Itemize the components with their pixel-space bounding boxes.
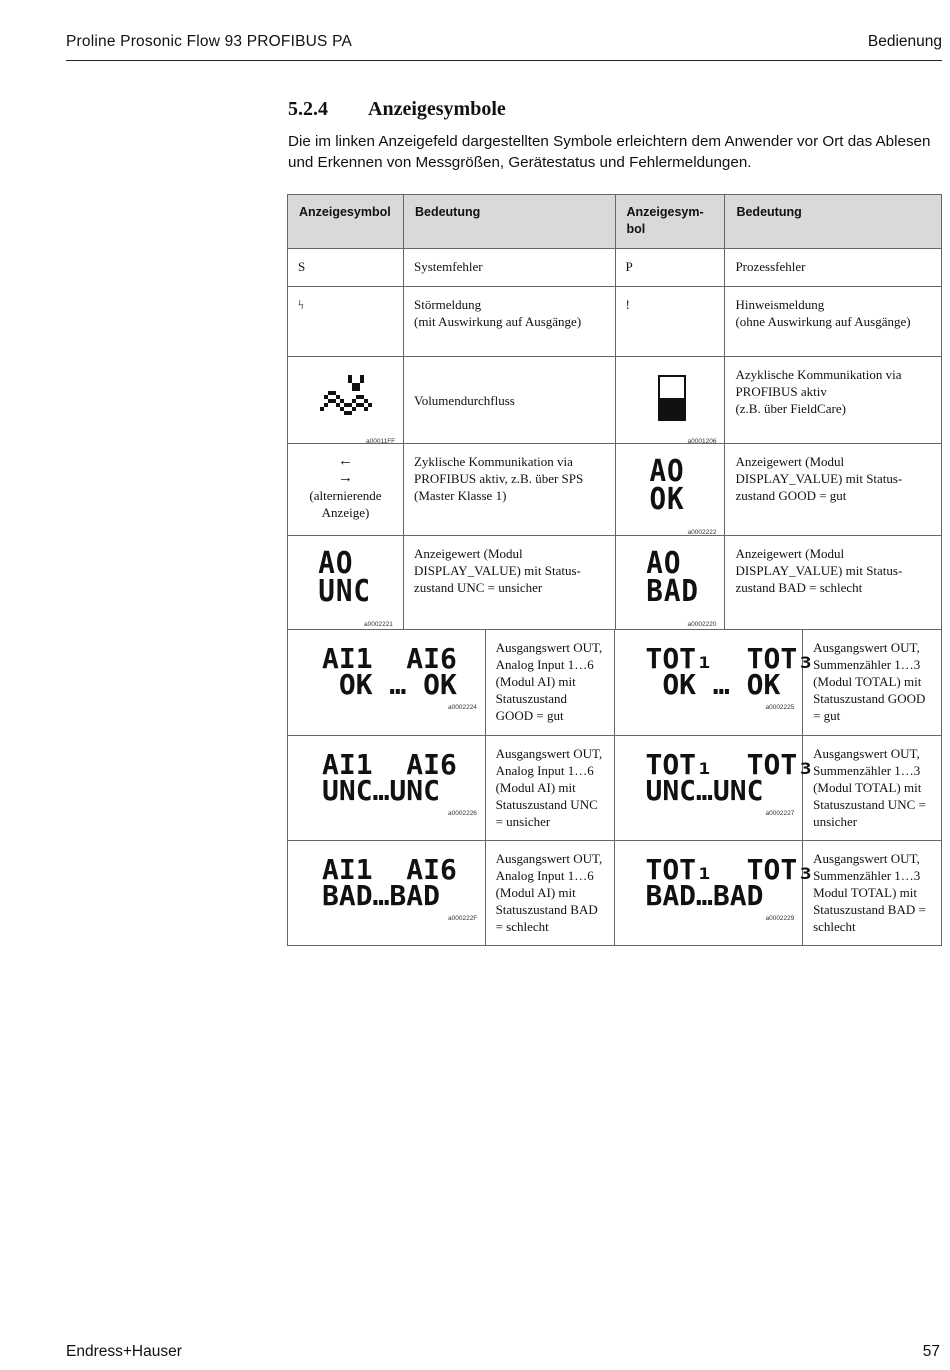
meaning-cell: Ausgangswert OUT, Analog Input 1…6 (Modul AI) mit Statuszustand GOOD = gut <box>485 630 615 736</box>
meaning-cell: Anzeigewert (Modul DISPLAY_VALUE) mit Status-zustand UNC = unsicher <box>403 536 615 630</box>
symbol-cell <box>288 444 404 536</box>
meaning-cell: Prozessfehler <box>725 249 942 287</box>
section-title: Anzeigesymbole <box>368 98 506 120</box>
lcd-line: AI1 AI6 <box>322 642 457 675</box>
lcd-line: UNC…UNC <box>645 774 764 807</box>
figure-ref: a00011FF <box>366 438 396 445</box>
meaning-cell: Ausgangswert OUT, Summenzähler 1…3 (Modul TOTAL) mit Statuszustand GOOD = gut <box>803 630 942 736</box>
lcd-line: AI1 AI6 <box>322 748 457 781</box>
figure-ref: a0002224 <box>448 704 477 711</box>
lcd-line: TOT₁ TOT₃ <box>645 748 815 781</box>
alternating-arrows-icon: ← → <box>337 453 353 486</box>
table-row <box>288 287 942 357</box>
lcd-display <box>322 853 457 912</box>
meaning-cell: Ausgangswert OUT, Analog Input 1…6 (Modul AI) mit Statuszustand BAD = schlecht <box>485 841 615 946</box>
symbol-table-wide <box>287 629 942 946</box>
meaning-cell: Ausgangswert OUT, Analog Input 1…6 (Modul AI) mit Statuszustand UNC = unsicher <box>485 736 615 841</box>
lcd-display <box>645 642 815 701</box>
lcd-display <box>645 748 815 807</box>
symbol-cell <box>288 630 486 736</box>
lcd-line: TOT₁ TOT₃ <box>645 642 815 675</box>
meaning-cell: Zyklische Kommunikation via PROFIBUS aktiv, z.B. über SPS (Master Klasse 1) <box>403 444 615 536</box>
lcd-line: OK <box>649 482 685 517</box>
table-row <box>288 357 942 444</box>
meaning-cell: Hinweismeldung (ohne Auswirkung auf Ausgänge) <box>725 287 942 357</box>
table-header-row <box>288 195 942 249</box>
header-divider <box>66 60 942 61</box>
intro-paragraph: Die im linken Anzeigefeld dargestellten Symbole erleichtern dem Anwender vor Ort das Ablesen und Erkennen von Messgrößen, Gerätestatus und Fehlermeldungen. <box>288 133 931 171</box>
header-title: Proline Prosonic Flow 93 PROFIBUS PA <box>66 33 353 50</box>
meaning-cell: Ausgangswert OUT, Summenzähler 1…3 (Modul TOTAL) mit Statuszustand UNC = unsicher <box>803 736 942 841</box>
meaning-cell: Volumendurchfluss <box>403 357 615 444</box>
meaning-cell: Anzeigewert (Modul DISPLAY_VALUE) mit Status-zustand BAD = schlecht <box>725 536 942 630</box>
lcd-line: AO <box>645 546 681 581</box>
symbol-cell <box>288 841 486 946</box>
symbol-cell <box>615 444 725 536</box>
meaning-cell: Ausgangswert OUT, Summenzähler 1…3 Modul TOTAL) mit Statuszustand BAD = schlecht <box>803 841 942 946</box>
figure-ref: a0002226 <box>448 810 477 817</box>
figure-ref: a0002229 <box>765 915 795 922</box>
lcd-display <box>322 748 457 807</box>
symbol-cell <box>615 536 725 630</box>
symbol-cell <box>288 536 404 630</box>
lcd-line: UNC…UNC <box>322 774 441 807</box>
symbol-cell <box>615 630 815 736</box>
figure-ref: a0002220 <box>687 621 717 628</box>
table-header-cell: Anzeigesymbol <box>288 195 404 249</box>
footer-brand: Endress+Hauser <box>66 1343 182 1360</box>
symbol-cell: S <box>288 249 404 287</box>
figure-ref: a0002225 <box>765 704 795 711</box>
lcd-line: UNC <box>318 574 371 609</box>
lcd-line: OK … OK <box>322 668 457 701</box>
lcd-line: BAD…BAD <box>645 879 764 912</box>
lcd-line: OK … OK <box>645 668 781 701</box>
symbol-note: (alternierende Anzeige) <box>309 488 382 520</box>
table-row <box>288 444 942 536</box>
lcd-display <box>648 454 686 517</box>
symbol-cell: ! <box>615 287 725 357</box>
figure-ref: a000222F <box>448 915 478 922</box>
table-row <box>288 630 942 736</box>
volume-flow-icon <box>320 375 376 421</box>
symbol-cell <box>615 357 725 444</box>
figure-ref: a0002227 <box>765 810 795 817</box>
figure-ref: a0002221 <box>364 621 393 628</box>
section-number: 5.2.4 <box>288 98 328 120</box>
table-header-cell: Bedeutung <box>725 195 942 249</box>
table-row <box>288 536 942 630</box>
lcd-line: BAD…BAD <box>322 879 441 912</box>
acyclic-communication-icon <box>658 375 686 421</box>
meaning-cell: Azyklische Kommunikation via PROFIBUS aktiv (z.B. über FieldCare) <box>725 357 942 444</box>
lcd-display <box>644 546 701 609</box>
lcd-display <box>322 642 457 701</box>
lcd-line: AI1 AI6 <box>322 853 457 886</box>
header-section: Bedienung <box>867 33 942 50</box>
lcd-line: AO <box>318 546 354 581</box>
lcd-line: AO <box>649 454 685 489</box>
symbol-cell <box>615 841 815 946</box>
table-row <box>288 736 942 841</box>
lcd-line: BAD <box>645 574 699 609</box>
meaning-cell: Systemfehler <box>403 249 615 287</box>
symbol-cell <box>288 736 486 841</box>
meaning-cell: Störmeldung (mit Auswirkung auf Ausgänge) <box>403 287 615 357</box>
lcd-display <box>645 853 815 912</box>
table-row <box>288 249 942 287</box>
figure-ref: a0001206 <box>687 438 717 445</box>
symbol-cell: P <box>615 249 725 287</box>
lcd-line: TOT₁ TOT₃ <box>645 853 815 886</box>
table-header-cell: Anzeigesym- bol <box>615 195 725 249</box>
table-row <box>288 841 942 946</box>
table-header-cell: Bedeutung <box>403 195 615 249</box>
symbol-table <box>287 194 942 630</box>
symbol-cell: ϟ <box>288 287 404 357</box>
figure-ref: a0002222 <box>687 529 717 536</box>
symbol-cell <box>615 736 815 841</box>
page-number: 57 <box>922 1343 940 1360</box>
symbol-cell <box>288 357 404 444</box>
lcd-display <box>316 546 373 609</box>
meaning-cell: Anzeigewert (Modul DISPLAY_VALUE) mit Status-zustand GOOD = gut <box>725 444 942 536</box>
